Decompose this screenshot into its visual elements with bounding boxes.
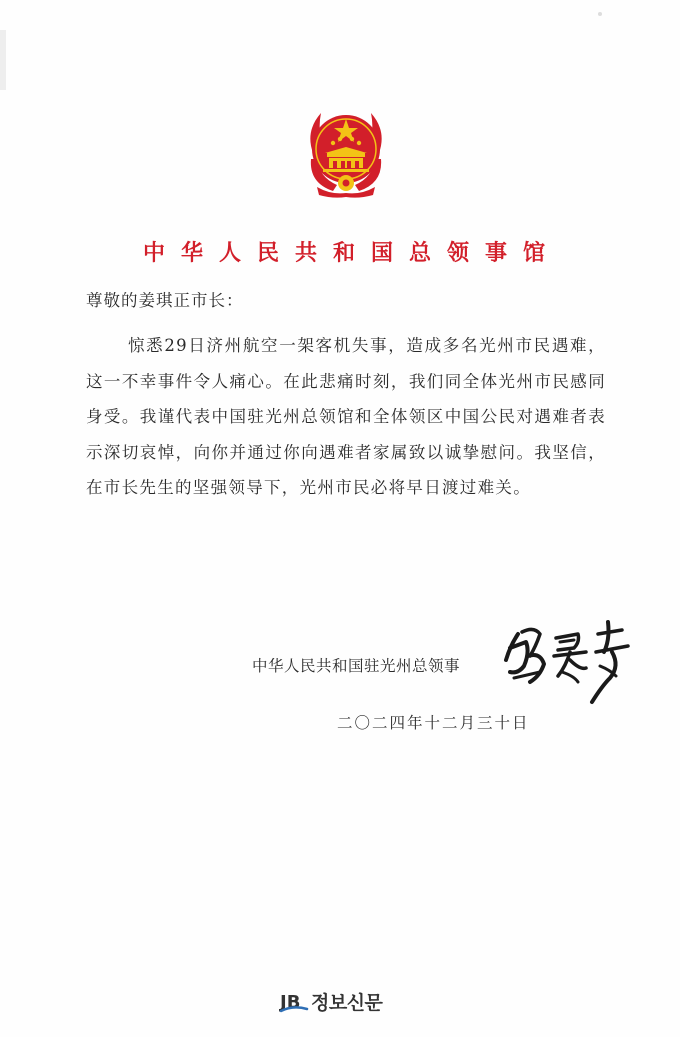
watermark-text: 정보신문 (311, 991, 383, 1014)
salutation: 尊敬的姜琪正市长： (86, 291, 244, 310)
watermark (279, 986, 401, 1016)
handwritten-signature-icon (500, 612, 635, 707)
jb-logo-text: JB (280, 992, 301, 1013)
scan-artifact (0, 0, 680, 100)
signer-title: 中华人民共和国驻光州总领事 (252, 657, 461, 675)
letter-date: 二〇二四年十二月三十日 (337, 714, 530, 732)
national-emblem-icon (303, 103, 389, 199)
jb-logo-icon (279, 987, 309, 1015)
letter-body: 惊悉29日济州航空一架客机失事，造成多名光州市民遇难，这一不幸事件令人痛心。在此悲痛时刻，我们同全体光州市民感同身受。我谨代表中国驻光州总领馆和全体领区中国公民对遇难者表示深切哀悼，向你并通过你向遇难者家属致以诚挚慰问。我坚信，在市长先生的坚强领导下，光州市民必将早日渡过难关。 (86, 336, 606, 497)
letterhead-title: 中华人民共和国总领事馆 (142, 240, 561, 266)
